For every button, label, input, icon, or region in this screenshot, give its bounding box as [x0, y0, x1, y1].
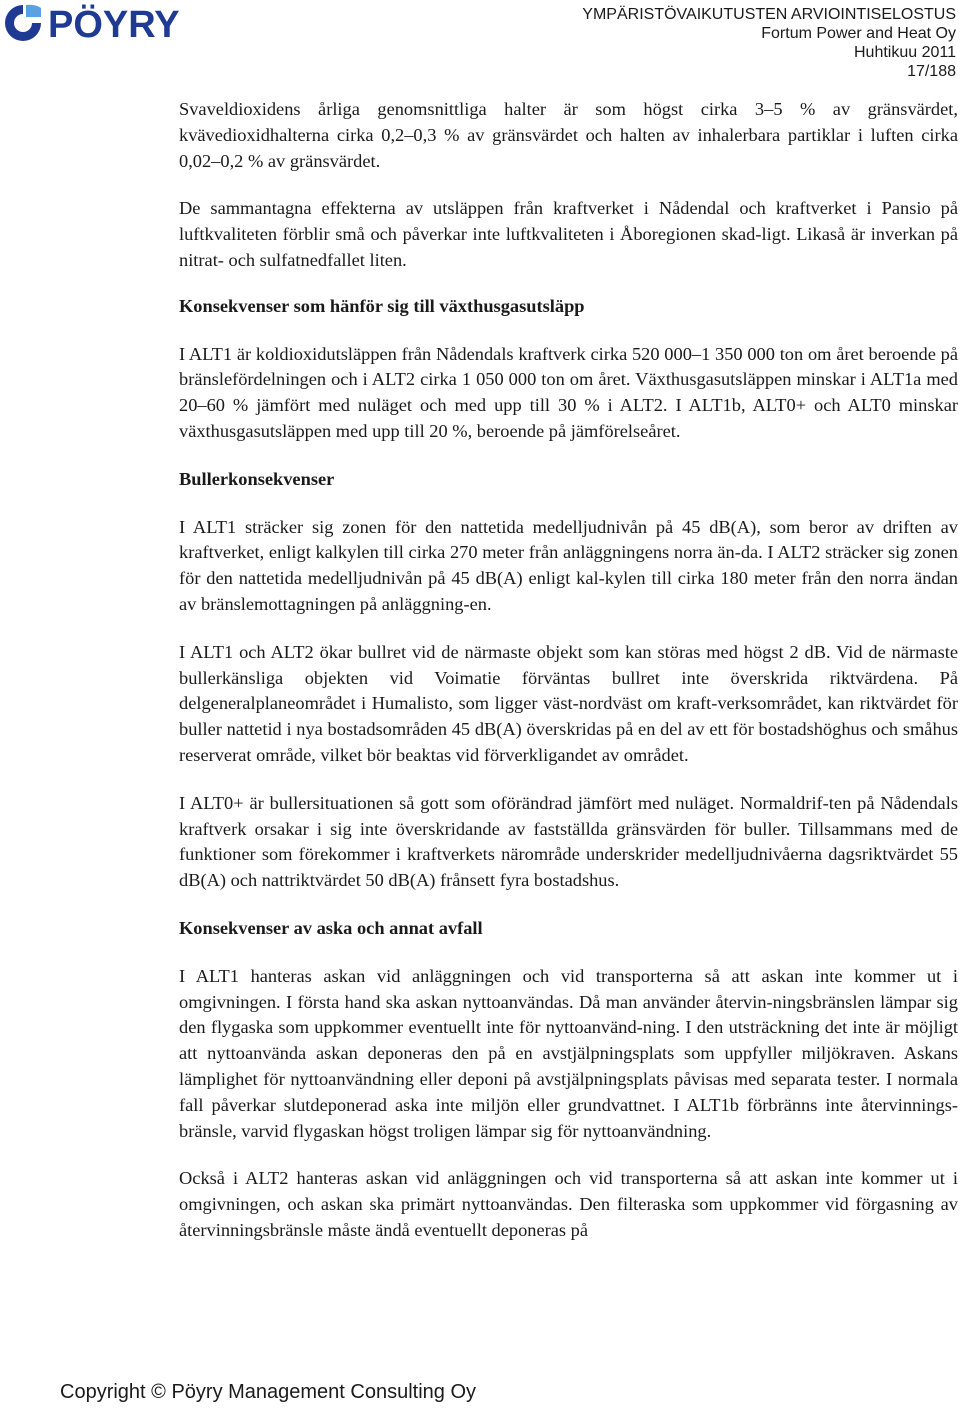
paragraph: I ALT1 sträcker sig zonen för den nattetida medelljudnivån på 45 dB(A), som beror av driften av kraftverket, enligt kalkylen till cirka 270 meter från anläggningens norra än-da. I ALT2 sträcker sig zonen för den nattetida medelljudnivån på 45 dB(A) enligt kal-kylen till cirka 180 meter från den norra ändan av bränslemottagningen på anläggning-en. [179, 516, 958, 614]
section-heading: Bullerkonsekvenser [179, 468, 335, 489]
section-heading: Konsekvenser som hänför sig till växthusgasutsläpp [179, 295, 585, 316]
logo-wordmark: PÖYRY [48, 4, 180, 44]
poyry-logo [2, 2, 247, 44]
copyright-footer: Copyright © Pöyry Management Consulting Oy [60, 1381, 477, 1403]
report-title: YMPÄRISTÖVAIKUTUSTEN ARVIOINTISELOSTUS [582, 6, 956, 23]
section-heading: Konsekvenser av aska och annat avfall [179, 917, 483, 938]
poyry-swirl-icon [5, 5, 41, 41]
paragraph: Också i ALT2 hanteras askan vid anläggningen och vid transporterna så att askan inte kommer ut i omgivningen, och askan ska primärt nyttoanvändas. Den filteraska som uppkommer vid förgasning av återvinningsbränsle måste ändå eventuellt deponeras på [179, 1168, 958, 1240]
page-number: 17/188 [907, 63, 956, 80]
document-header [582, 5, 956, 81]
report-date: Huhtikuu 2011 [854, 44, 956, 61]
company-name: Fortum Power and Heat Oy [761, 25, 956, 42]
paragraph: De sammantagna effekterna av utsläppen från kraftverket i Nådendal och kraftverket i Pansio på luftkvaliteten förblir små och påverkar inte luftkvaliteten i Åboregionen skad-ligt. Likaså är inverkan på nitrat- och sulfatnedfallet liten. [179, 198, 958, 270]
paragraph: I ALT1 är koldioxidutsläppen från Nådendals kraftverk cirka 520 000–1 350 000 ton om året beroende på bränslefördelningen och i ALT2 cirka 1 050 000 ton om året. Växthusgasutsläppen minskar i ALT1a med 20–60 % jämfört med nuläget och med upp till 30 % i ALT2. I ALT1b, ALT0+ och ALT0 minskar växthusgasutsläppen med upp till 20 %, beroende på jämförelseåret. [179, 343, 958, 441]
paragraph: Svaveldioxidens årliga genomsnittliga halter är som högst cirka 3–5 % av gränsvärdet, kvävedioxidhalterna cirka 0,2–0,3 % av gränsvärdet och halten av inhalerbara partiklar i luften cirka 0,02–0,2 % av gränsvärdet. [179, 99, 958, 171]
document-body [179, 97, 958, 1244]
paragraph: I ALT1 och ALT2 ökar bullret vid de närmaste objekt som kan störas med högst 2 dB. Vid de närmaste bullerkänsliga objekten vid Voimatie förväntas bullret inte överskrida riktvärdena. På delgeneralplaneområdet i Humalisto, som ligger väst-nordväst om kraft-verksområdet, kan riktvärdet för buller nattetid i nya bostadsområden 45 dB(A) överskridas på en del av ett för bostadshöghus och småhus reserverat område, vilket bör beaktas vid förverkligandet av området. [179, 641, 958, 765]
paragraph: I ALT1 hanteras askan vid anläggningen och vid transporterna så att askan inte kommer ut i omgivningen. I första hand ska askan nyttoanvändas. Då man använder återvin-ningsbränslen lämpar sig den flygaska som uppkommer eventuellt inte för nyttoanvänd-ning. I den utsträckning det inte är möjligt att nyttoanvända askan deponeras den på en avstjälpningsplats som uppfyller miljökraven. Askans lämplighet för nyttoanvändning eller deponi på avstjälpningsplats påvisas med separata tester. I normala fall påverkar slutdeponerad aska inte miljön eller grundvattnet. I ALT1b förbränns inte återvinnings-bränsle, varvid flygaskan högst troligen lämpar sig för nyttoanvändning. [179, 965, 958, 1141]
paragraph: I ALT0+ är bullersituationen så gott som oförändrad jämfört med nuläget. Normaldrif-ten på Nådendals kraftverk orsakar i sig inte överskridande av fastställda gränsvärden för buller. Tillsammans med de funktioner som förekommer i kraftverkets närområde underskrider medelljudnivåerna dagsriktvärdet 55 dB(A) och nattriktvärdet 50 dB(A) frånsett fyra bostadshus. [179, 792, 958, 891]
